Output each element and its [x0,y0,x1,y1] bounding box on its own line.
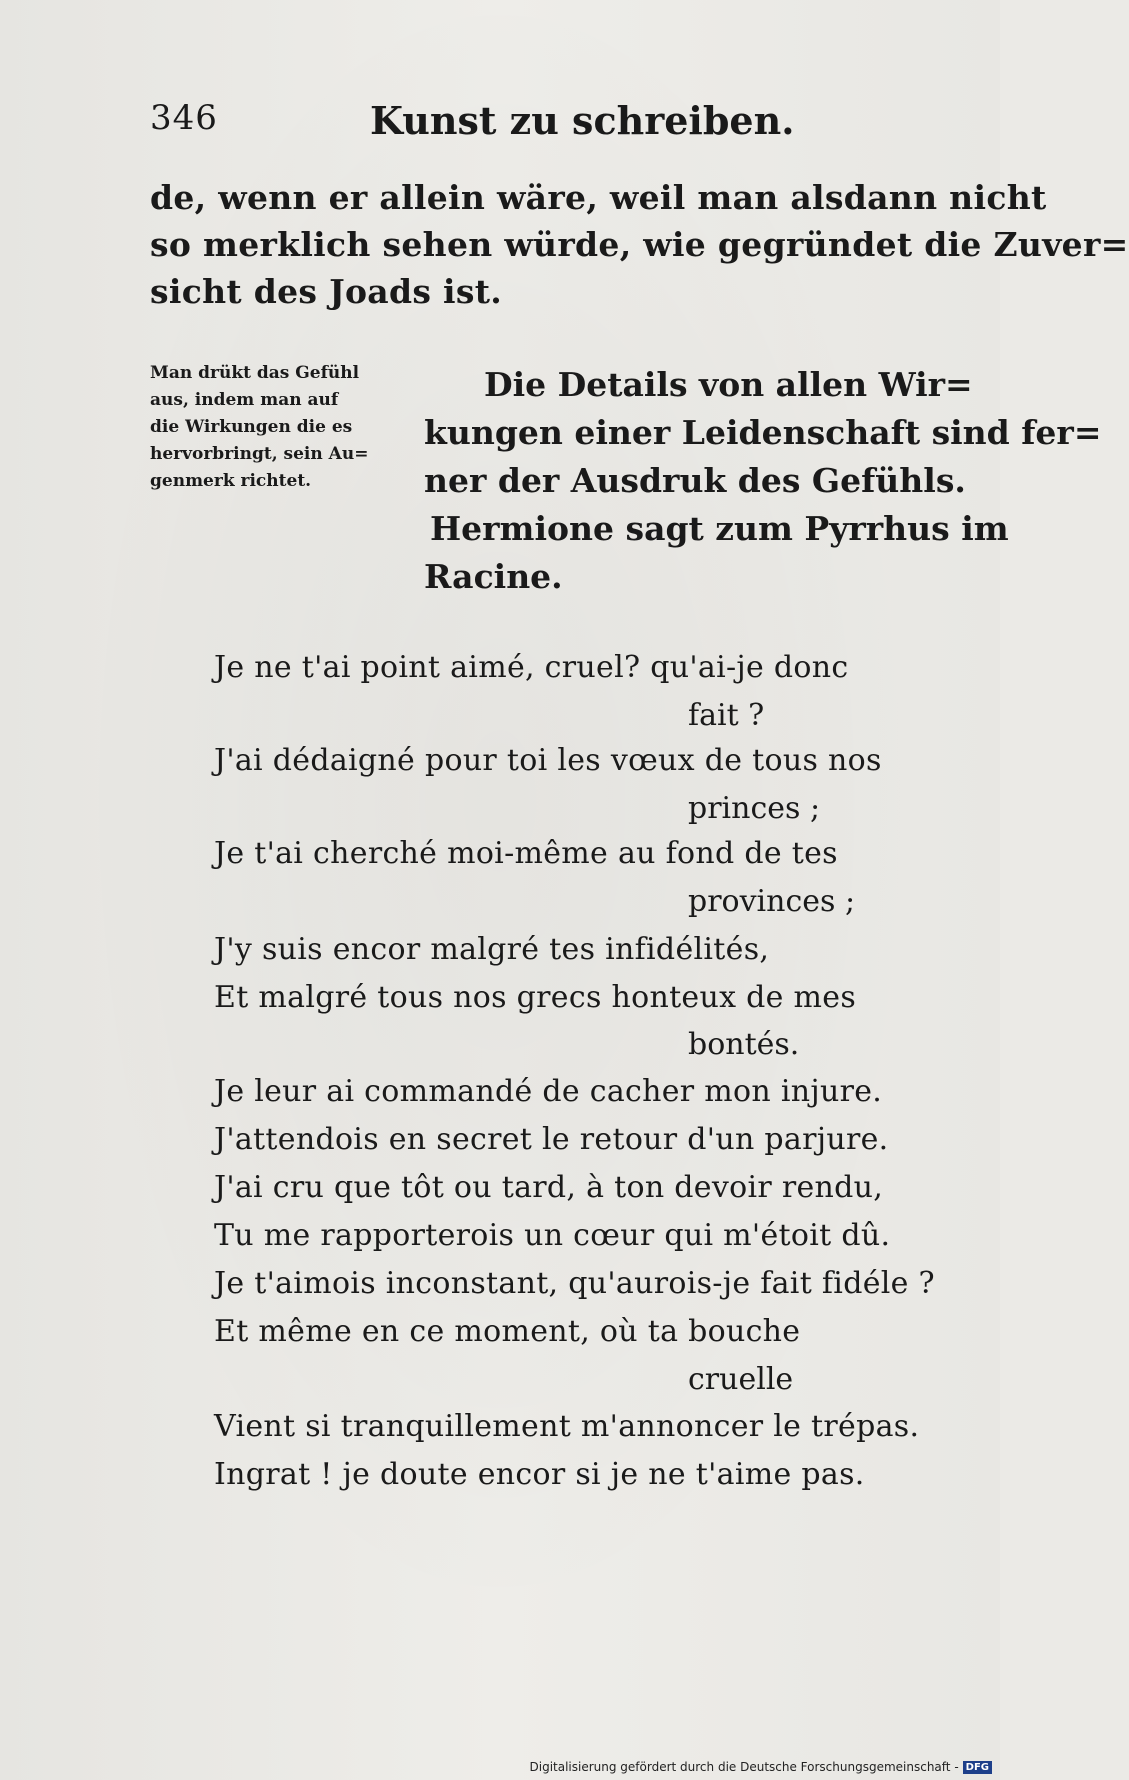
intro-line: so merklich sehen würde, wie gegründet die Zuver= [150,225,1129,264]
verse-continuation: princes ; [688,791,821,826]
paragraph-line: Die Details von allen Wir= [484,365,973,404]
margin-note-line: aus, indem man auf [150,390,339,410]
verse-line: Je leur ai commandé de cacher mon injure. [214,1074,883,1109]
verse-line: J'ai cru que tôt ou tard, à ton devoir rendu, [214,1170,884,1205]
margin-note-line: hervorbringt, sein Au= [150,444,369,464]
dfg-logo: DFG [963,1761,992,1774]
page-number: 346 [150,98,218,138]
paragraph-line: kungen einer Leidenschaft sind fer= [424,413,1102,452]
intro-line: sicht des Joads ist. [150,272,503,311]
verse-line: Et malgré tous nos grecs honteux de mes [214,980,857,1015]
verse-continuation: cruelle [688,1362,794,1397]
margin-note [150,360,415,495]
verse-continuation: fait ? [688,698,765,733]
verse-line: J'ai dédaigné pour toi les vœux de tous nos [214,743,882,778]
paragraph-line: Hermione sagt zum Pyrrhus im [430,509,1009,548]
verse-line: Tu me rapporterois un cœur qui m'étoit dû. [214,1218,891,1253]
verse-line: J'attendois en secret le retour d'un parjure. [214,1122,889,1157]
verse-continuation: bontés. [688,1027,800,1062]
digitization-credit [530,1760,993,1774]
margin-note-line: genmerk richtet. [150,471,312,491]
running-title: Kunst zu schreiben. [370,98,795,143]
credit-text: Digitalisierung gefördert durch die Deutsche Forschungsgemeinschaft - [529,1760,959,1774]
margin-note-line: die Wirkungen die es [150,417,353,437]
margin-note-line: Man drükt das Gefühl [150,363,360,383]
verse-line: Je t'ai cherché moi-même au fond de tes [214,836,838,871]
page-header [150,98,900,158]
verse-line: Ingrat ! je doute encor si je ne t'aime pas. [214,1457,865,1492]
paragraph-line: ner der Ausdruk des Gefühls. [424,461,966,500]
verse-line: Je t'aimois inconstant, qu'aurois-je fait fidéle ? [214,1266,935,1301]
paragraph-line: Racine. [424,557,563,596]
verse-line: J'y suis encor malgré tes infidélités, [214,932,770,967]
intro-line: de, wenn er allein wäre, weil man alsdann nicht [150,178,1047,217]
verse-line: Et même en ce moment, où ta bouche [214,1314,801,1349]
verse-line: Vient si tranquillement m'annoncer le trépas. [214,1409,920,1444]
verse-line: Je ne t'ai point aimé, cruel? qu'ai-je donc [214,650,849,685]
verse-continuation: provinces ; [688,884,856,919]
